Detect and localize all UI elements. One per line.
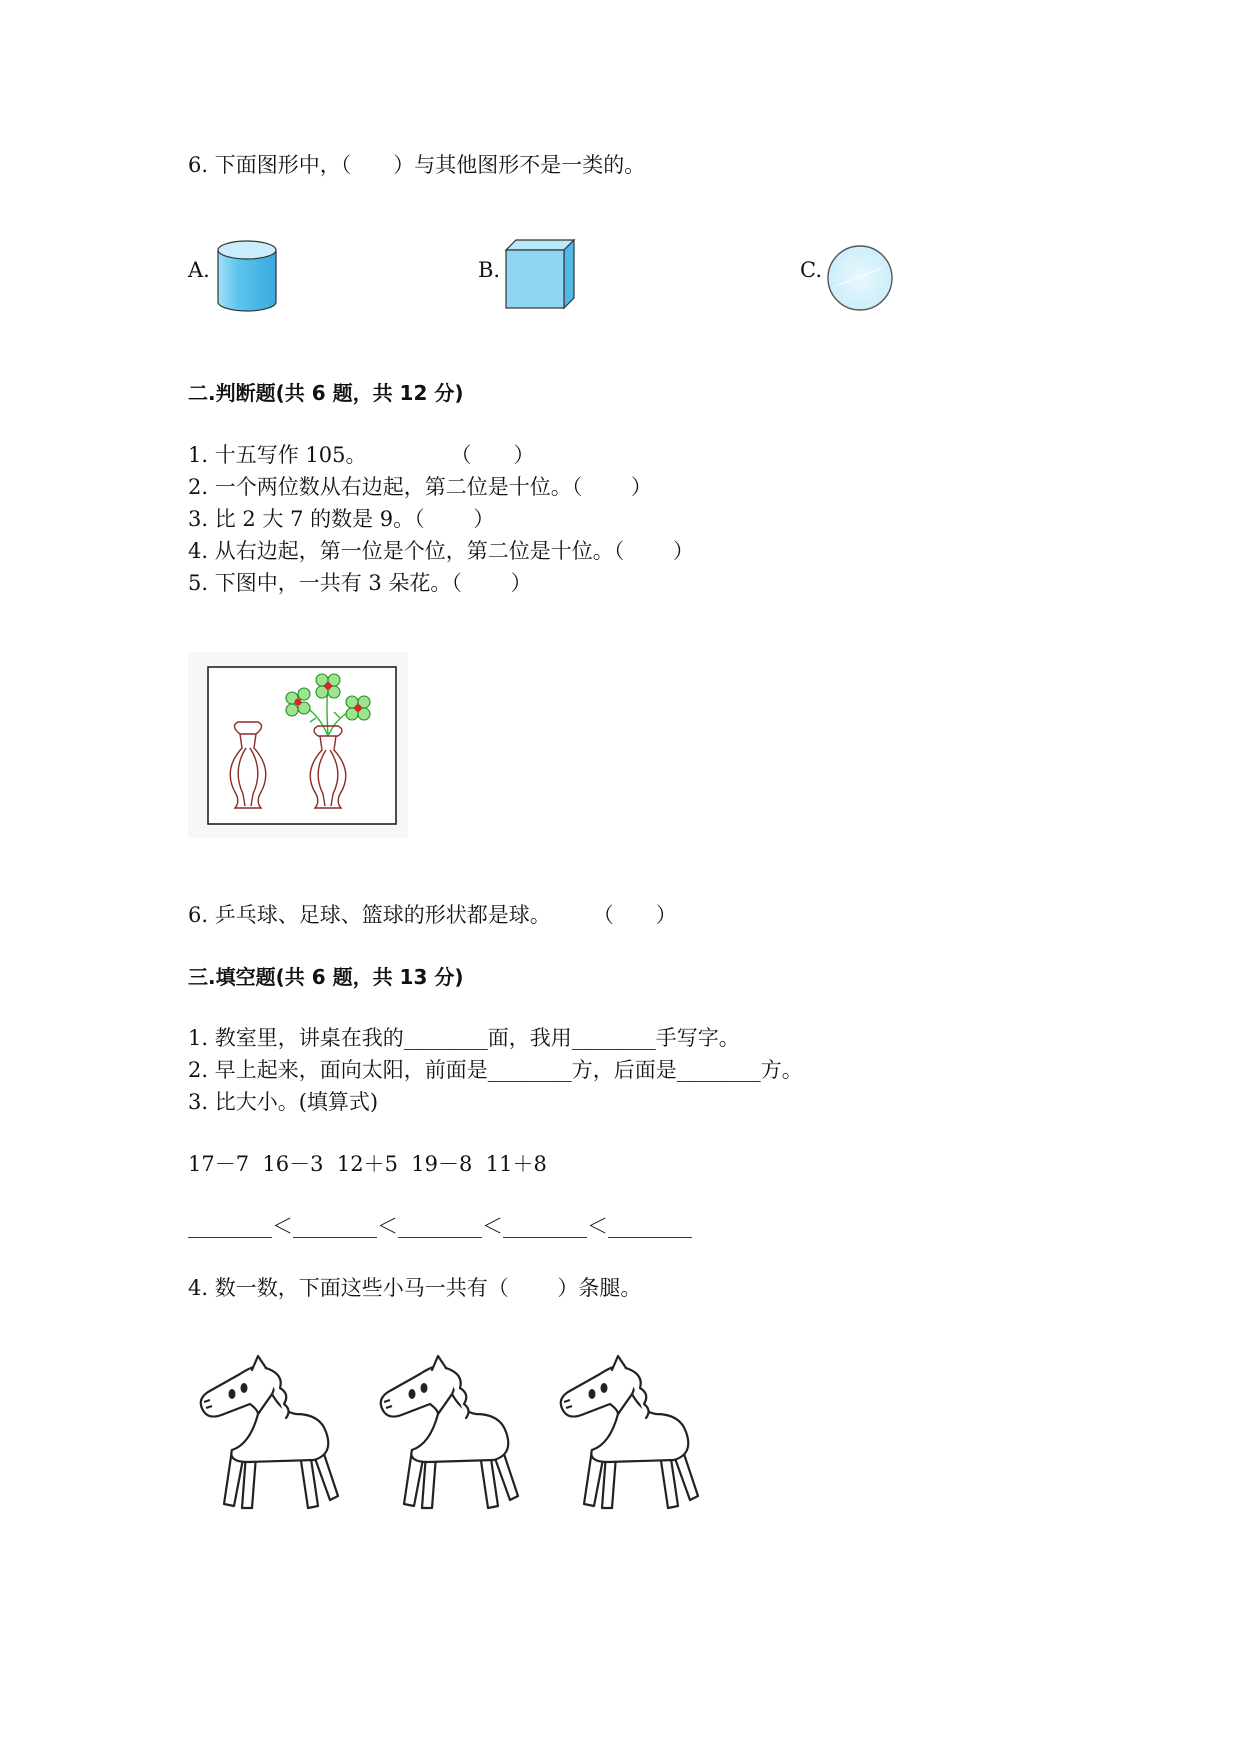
cube-icon <box>502 236 578 312</box>
fill-item-2: 2. 早上起来，面向太阳，前面是________方，后面是________方。 <box>188 1058 803 1082</box>
horse-icon <box>381 1356 518 1508</box>
horse-icon <box>201 1356 338 1508</box>
horse-icon <box>561 1356 698 1508</box>
fill-item-1: 1. 教室里，讲桌在我的________面，我用________手写字。 <box>188 1026 740 1050</box>
vases-picture <box>188 652 408 838</box>
horses-picture <box>188 1354 728 1522</box>
option-c-label: C. <box>800 258 822 282</box>
option-a-label: A. <box>188 258 210 282</box>
judge-item-1: 1. 十五写作 105。 （ ） <box>188 443 535 467</box>
compare-blanks: ________＜________＜________＜________＜________ <box>188 1214 692 1238</box>
judge-item-3: 3. 比 2 大 7 的数是 9。（ ） <box>188 507 495 531</box>
compare-expressions: 17－7 16－3 12＋5 19－8 11＋8 <box>188 1152 547 1176</box>
circle-icon <box>824 242 896 314</box>
option-b-label: B. <box>478 258 501 282</box>
judge-item-2: 2. 一个两位数从右边起，第二位是十位。（ ） <box>188 475 652 499</box>
cylinder-icon <box>212 238 282 314</box>
judge-item-5: 5. 下图中，一共有 3 朵花。（ ） <box>188 571 532 595</box>
question-6-shapes: 6. 下面图形中，（ ）与其他图形不是一类的。 <box>188 153 646 177</box>
judge-item-6: 6. 乒乓球、足球、篮球的形状都是球。 （ ） <box>188 903 677 927</box>
section-2-heading: 二.判断题(共 6 题，共 12 分) <box>188 381 464 405</box>
fill-item-3: 3. 比大小。(填算式) <box>188 1090 379 1114</box>
judge-item-4: 4. 从右边起，第一位是个位，第二位是十位。（ ） <box>188 539 694 563</box>
section-3-heading: 三.填空题(共 6 题，共 13 分) <box>188 965 464 989</box>
fill-item-4: 4. 数一数，下面这些小马一共有（ ）条腿。 <box>188 1276 642 1300</box>
